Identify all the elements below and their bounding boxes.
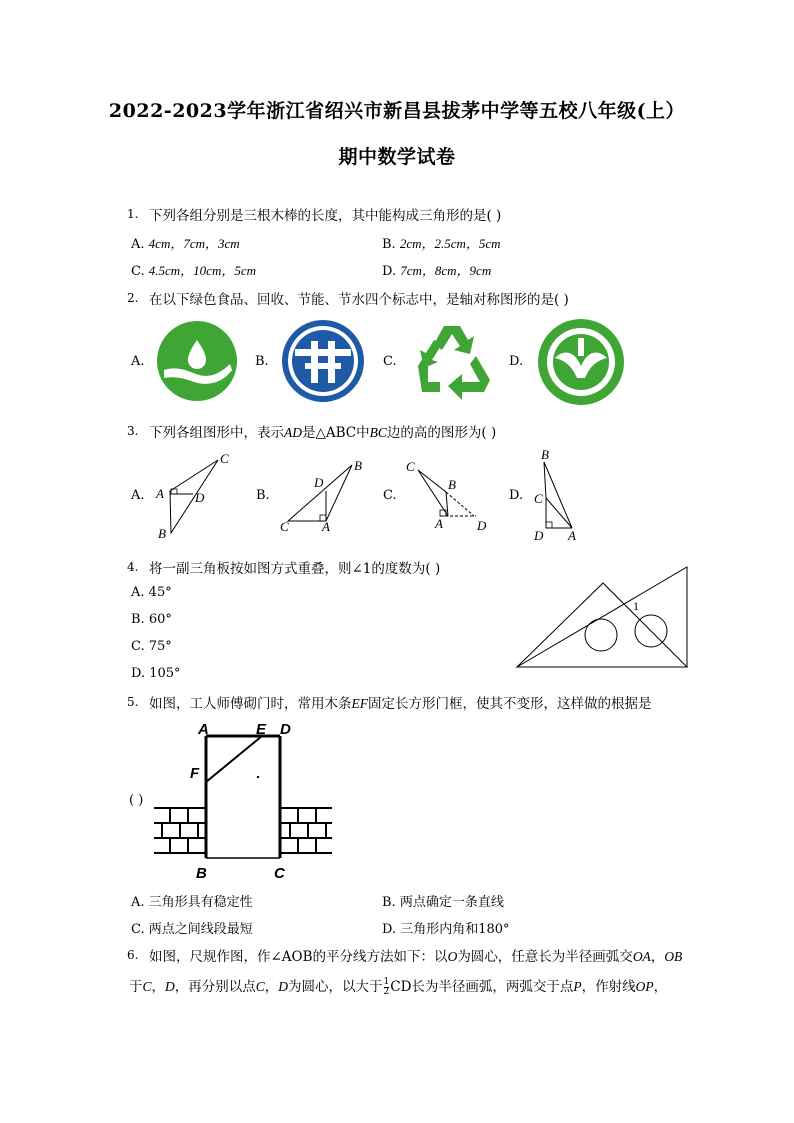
- q2-option-d-label[interactable]: D.: [509, 354, 524, 369]
- exam-title-line2: 期中数学试卷: [338, 146, 456, 168]
- q2-option-b-label[interactable]: B.: [255, 354, 269, 369]
- q3d-label-a: A: [568, 528, 576, 543]
- q2-stem: 在以下绿色食品、回收、节能、节水四个标志中，是轴对称图形的是( ): [149, 292, 569, 308]
- q3d-label-d: D: [534, 528, 544, 543]
- recycle-logo-icon[interactable]: [404, 320, 500, 402]
- q4-option-a[interactable]: A. 45°: [131, 585, 172, 600]
- water-drop-logo-icon[interactable]: [156, 320, 238, 402]
- q3-option-a-label[interactable]: A.: [131, 488, 145, 503]
- q6-stem-line1: 如图，尺规作图，作∠AOB的平分线方法如下：以O为圆心，任意长为半径画弧交OA，OB: [149, 949, 683, 965]
- q3b-label-a: A: [322, 519, 330, 534]
- q4-option-b[interactable]: B. 60°: [131, 612, 172, 627]
- q3c-label-c: C: [406, 459, 415, 474]
- q4-angle-label: 1: [633, 599, 639, 613]
- q3a-label-b: B: [158, 526, 166, 541]
- q3b-label-d: D: [314, 475, 324, 490]
- energy-saving-logo-icon[interactable]: [281, 319, 365, 403]
- q3-figure-b: [276, 455, 372, 537]
- q3d-label-c: C: [534, 491, 543, 506]
- q3-number: 3.: [127, 424, 139, 438]
- q5-label-b: B: [196, 865, 207, 882]
- q5-option-c[interactable]: C. 两点之间线段最短: [131, 922, 253, 937]
- q3-figure-d: [528, 446, 588, 546]
- green-food-logo-icon[interactable]: [537, 318, 625, 406]
- q1-option-c[interactable]: C. 4.5cm，10cm，5cm: [131, 263, 256, 279]
- q2-number: 2.: [127, 291, 139, 305]
- exam-title-line1: 2022-2023学年浙江省绍兴市新昌县拔茅中学等五校八年级(上）: [108, 100, 686, 122]
- q5-label-a: A: [198, 721, 209, 738]
- q6-fraction: $\frac{1}{2}$: [383, 977, 390, 997]
- q3-figure-a: [150, 450, 240, 542]
- q5-label-c: C: [274, 865, 285, 882]
- q5-answer-paren: ( ): [129, 793, 144, 808]
- q6-stem-line2: 于C，D，再分别以点C，D为圆心，以大于 $\frac{1}{2}$ CD长为半径画弧，两弧交于点P，作射线OP，: [129, 977, 668, 997]
- q5-number: 5.: [127, 695, 139, 709]
- q3c-label-a: A: [435, 516, 443, 531]
- q4-stem: 将一副三角板按如图方式重叠，则∠1的度数为( ): [149, 561, 441, 577]
- q4-option-c[interactable]: C. 75°: [131, 639, 172, 654]
- q5-stem: 如图，工人师傅砌门时，常用木条EF固定长方形门框，使其不变形，这样做的根据是: [149, 696, 652, 712]
- q5-door-frame-figure: [152, 718, 334, 884]
- q4-number: 4.: [127, 560, 139, 574]
- q3-stem: 下列各组图形中，表示AD是△ABC中BC边的高的图形为( ): [149, 425, 497, 441]
- q3a-label-a: A: [156, 486, 164, 501]
- q1-option-a[interactable]: A. 4cm，7cm，3cm: [131, 236, 240, 252]
- q5-option-a[interactable]: A. 三角形具有稳定性: [131, 895, 253, 910]
- q5-option-b[interactable]: B. 两点确定一条直线: [382, 895, 504, 910]
- q3-option-c-label[interactable]: C.: [383, 488, 397, 503]
- q1-number: 1.: [127, 207, 139, 221]
- q3c-label-b: B: [448, 477, 456, 492]
- q3b-label-c: C: [280, 519, 289, 534]
- q4-set-squares-figure: [515, 565, 693, 671]
- q1-option-b[interactable]: B. 2cm，2.5cm，5cm: [382, 236, 501, 252]
- q3-option-b-label[interactable]: B.: [256, 488, 270, 503]
- q3a-label-d: D: [195, 490, 205, 505]
- q5-option-d[interactable]: D. 三角形内角和180°: [382, 922, 510, 937]
- q4-option-d[interactable]: D. 105°: [131, 666, 181, 681]
- q5-label-f: F: [190, 765, 200, 782]
- q3d-label-b: B: [541, 447, 549, 462]
- q3-option-d-label[interactable]: D.: [509, 488, 524, 503]
- q2-option-a-label[interactable]: A.: [131, 354, 145, 369]
- q5-label-e: E: [256, 721, 267, 738]
- q3c-label-d: D: [477, 518, 487, 533]
- q3b-label-b: B: [354, 458, 362, 473]
- q5-label-d: D: [280, 721, 291, 738]
- q1-stem: 下列各组分别是三根木棒的长度，其中能构成三角形的是( ): [149, 208, 502, 224]
- q1-option-d[interactable]: D. 7cm，8cm，9cm: [382, 263, 492, 279]
- q3a-label-c: C: [220, 451, 229, 466]
- q6-number: 6.: [127, 948, 139, 962]
- q2-option-c-label[interactable]: C.: [383, 354, 397, 369]
- q3-figure-c: [402, 456, 498, 538]
